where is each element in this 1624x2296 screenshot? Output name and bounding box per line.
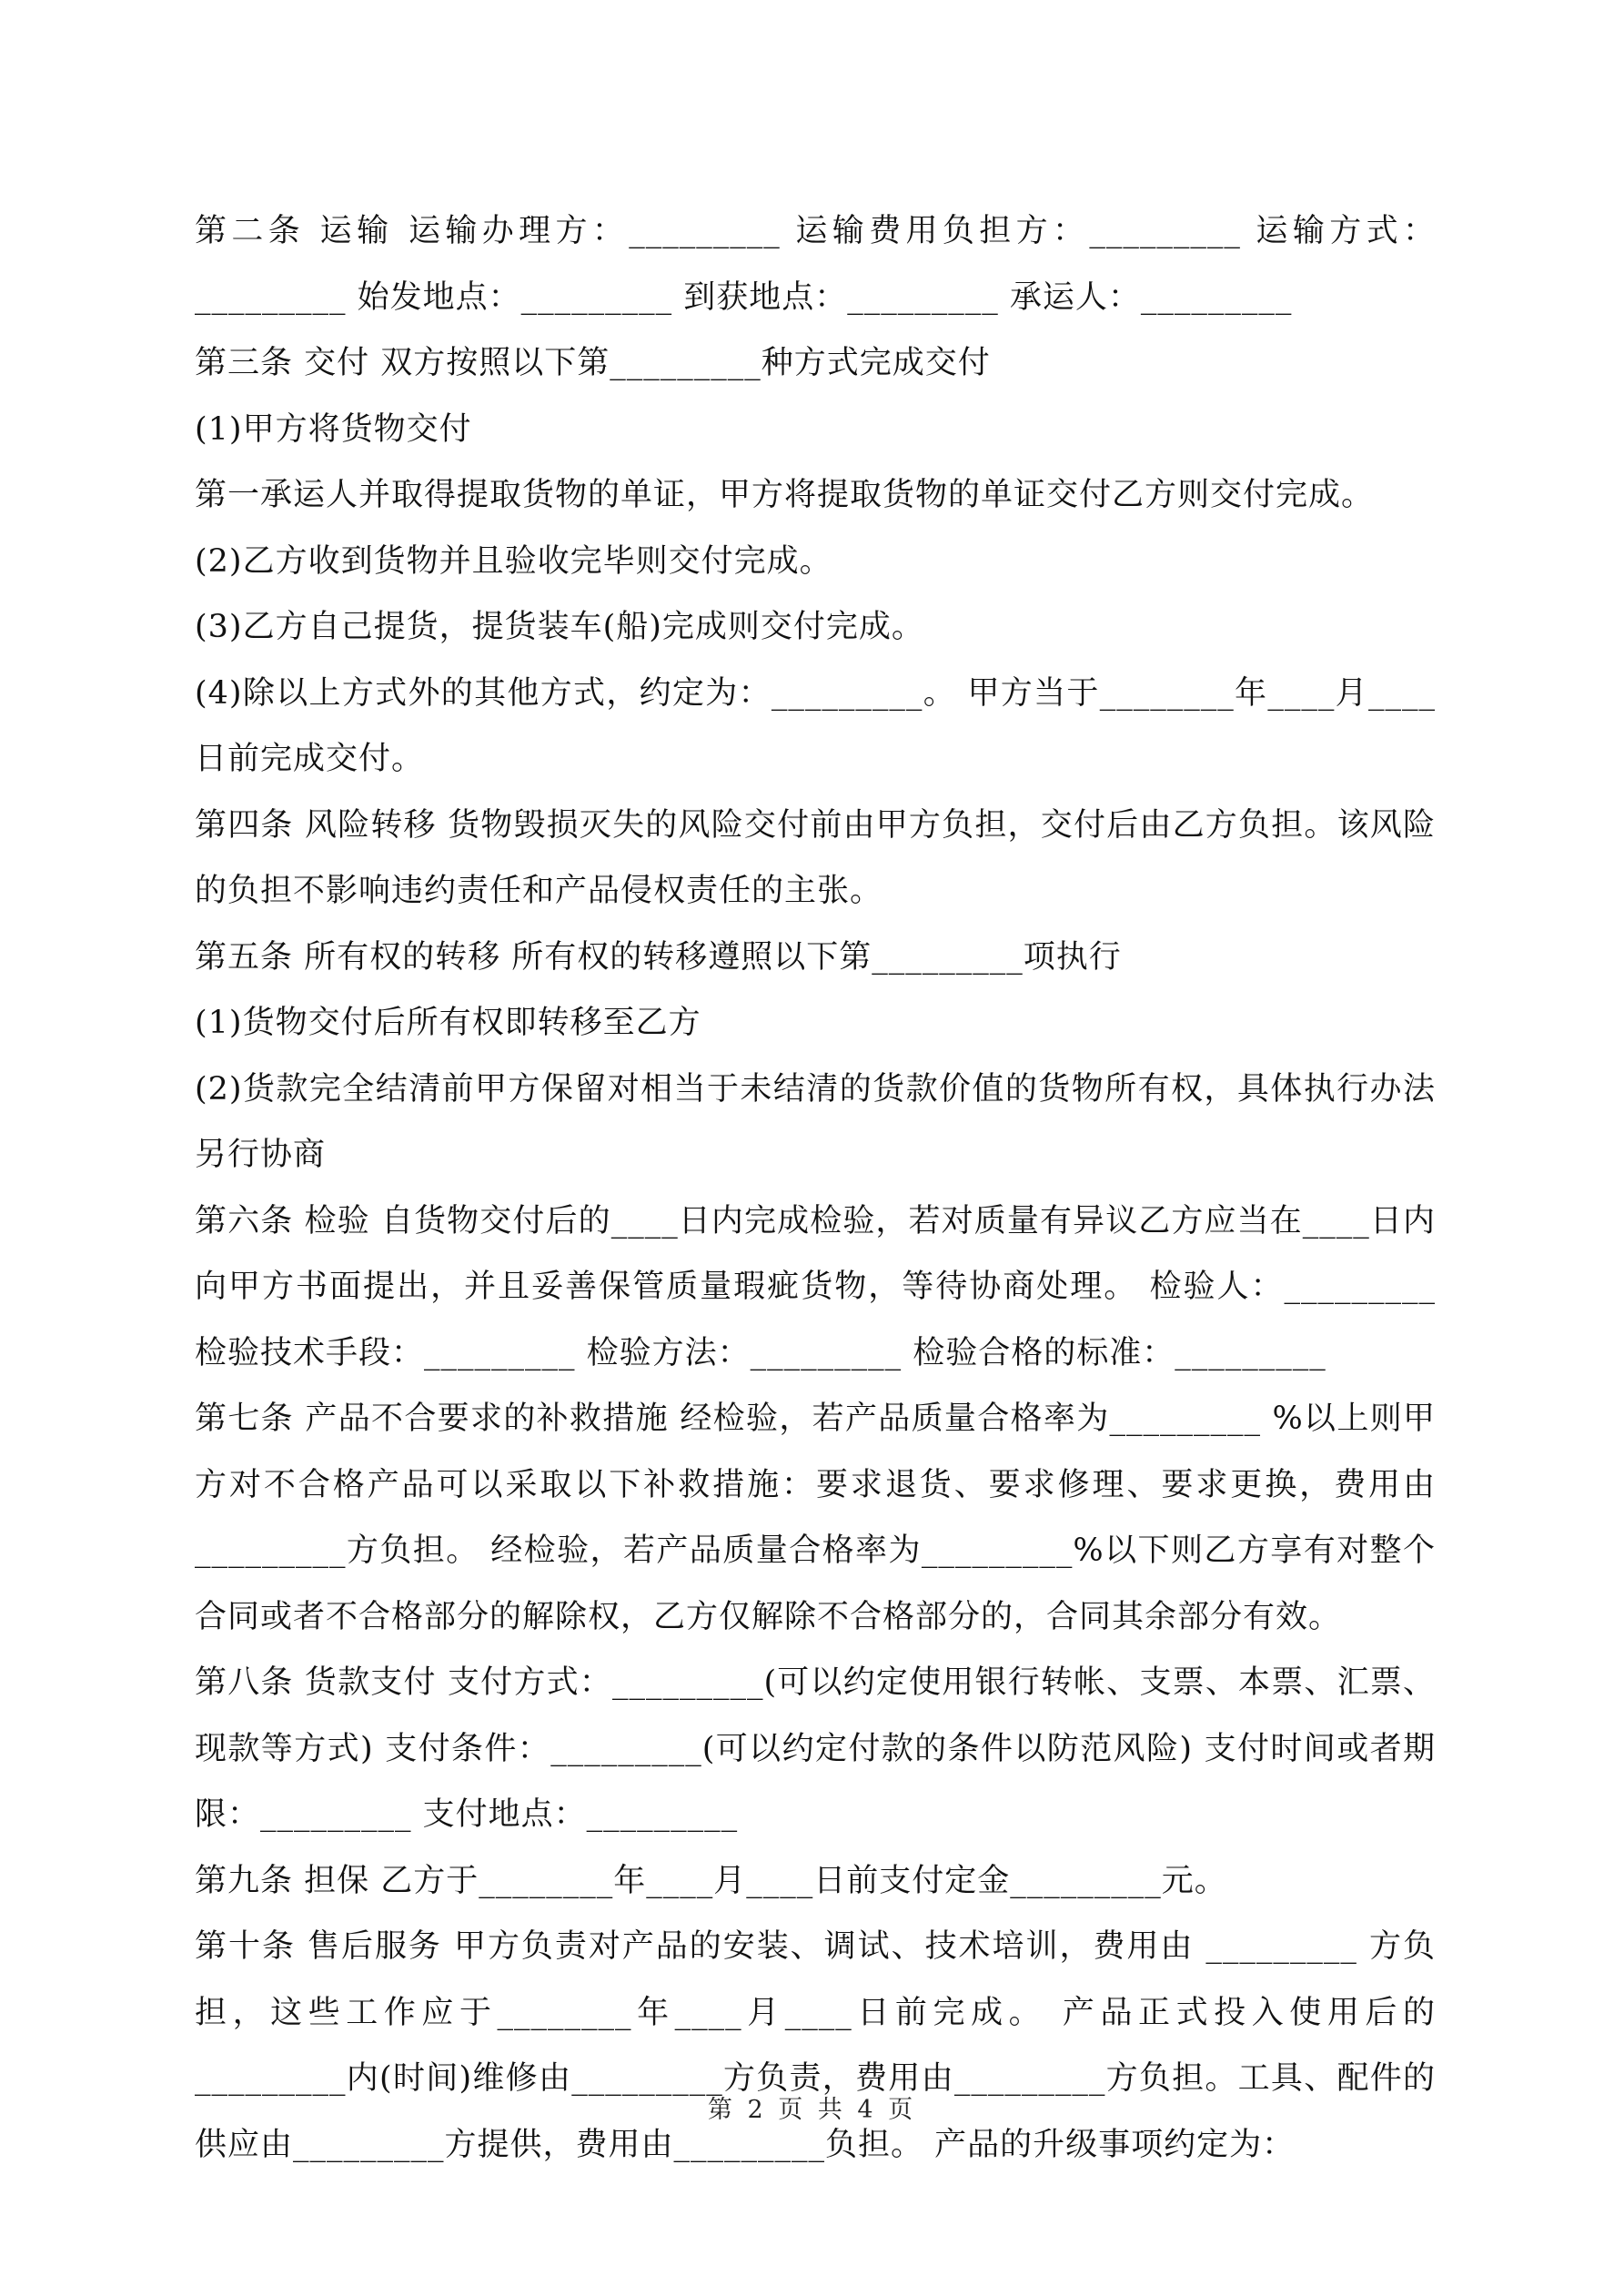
clause-5-option-2: (2)货款完全结清前甲方保留对相当于未结清的货款价值的货物所有权，具体执行办法另行协商 — [195, 1070, 1436, 1173]
clause-7-remedies: 第七条 产品不合要求的补救措施 经检验，若产品质量合格率为_________ %以上则甲方对不合格产品可以采取以下补救措施：要求退货、要求修理、要求更换，费用由_________方负担。 经检验，若产品质量合格率为_________%以下则乙方享有对整个合同或者不合格部分的解除权，乙方仅解除不合格部分的，合同其余部分有效。 — [195, 1401, 1436, 1635]
clause-8-payment: 第八条 货款支付 支付方式：_________(可以约定使用银行转帐、支票、本票、汇票、现款等方式) 支付条件：_________(可以约定付款的条件以防范风险) 支付时间或者期限：_________ 支付地点：_________ — [195, 1664, 1436, 1833]
contract-body — [195, 198, 1436, 2178]
clause-3-option-4: (4)除以上方式外的其他方式，约定为：_________。 甲方当于________年____月____日前完成交付。 — [195, 674, 1436, 777]
clause-5-option-1: (1)货物交付后所有权即转移至乙方 — [195, 1005, 701, 1041]
clause-5-ownership: 第五条 所有权的转移 所有权的转移遵照以下第_________项执行 — [195, 938, 1122, 976]
clause-3-delivery: 第三条 交付 双方按照以下第_________种方式完成交付 — [195, 345, 991, 381]
page-number: 第 2 页 共 4 页 — [707, 2096, 917, 2124]
clause-9-guarantee: 第九条 担保 乙方于________年____月____日前支付定金_________元。 — [195, 1862, 1227, 1899]
clause-2-transport: 第二条 运输 运输办理方：_________ 运输费用负担方：_________ 运输方式：_________ 始发地点：_________ 到获地点：_________ 承运人：_________ — [195, 213, 1436, 316]
clause-6-inspection: 第六条 检验 自货物交付后的____日内完成检验，若对质量有异议乙方应当在____日内向甲方书面提出，并且妥善保管质量瑕疵货物，等待协商处理。 检验人：_________ 检验技术手段：_________ 检验方法：_________ 检验合格的标准：_________ — [195, 1202, 1436, 1371]
clause-3-option-1: (1)甲方将货物交付 — [195, 410, 472, 448]
clause-3-option-3: (3)乙方自己提货，提货装车(船)完成则交付完成。 — [195, 609, 924, 645]
clause-3-option-1-detail: 第一承运人并取得提取货物的单证，甲方将提取货物的单证交付乙方则交付完成。 — [195, 477, 1375, 513]
clause-10-after-sales: 第十条 售后服务 甲方负责对产品的安装、调试、技术培训，费用由 _________ 方负担，这些工作应于________年____月____日前完成。 产品正式投入使用后的_________内(时间)维修由_________方负责，费用由_________方负担。工具、配件的供应由_________方提供，费用由_________负担。 产品的升级事项约定为： — [195, 1928, 1436, 2163]
clause-3-option-2: (2)乙方收到货物并且验收完毕则交付完成。 — [195, 542, 832, 580]
clause-4-risk-transfer: 第四条 风险转移 货物毁损灭失的风险交付前由甲方负担，交付后由乙方负担。该风险的负担不影响违约责任和产品侵权责任的主张。 — [195, 806, 1436, 909]
